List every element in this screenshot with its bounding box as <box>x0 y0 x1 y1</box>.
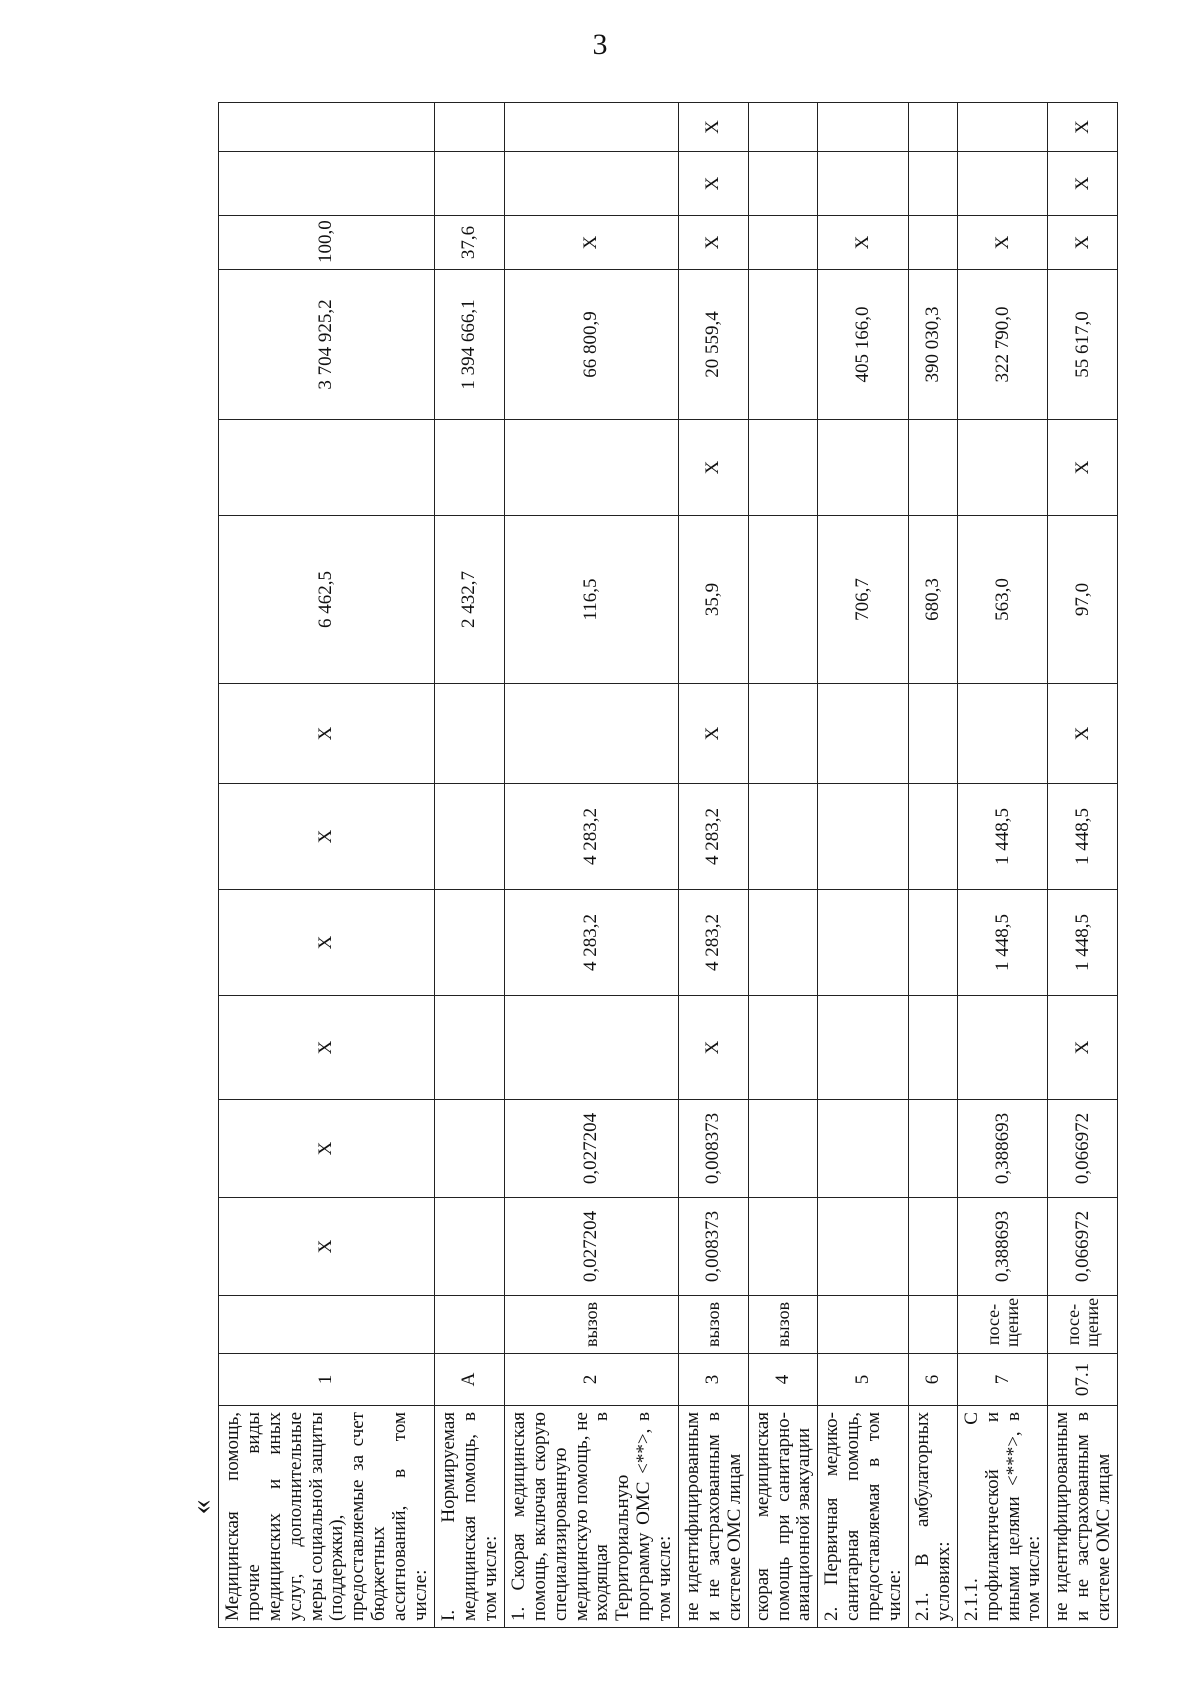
table-row <box>908 103 957 1628</box>
cell <box>504 103 678 152</box>
cell <box>504 420 678 516</box>
cell <box>748 684 818 784</box>
cell <box>818 420 909 516</box>
cell: X <box>219 996 435 1100</box>
cell <box>434 784 504 890</box>
row-name: 2.1. В амбулаторных условиях: <box>908 1406 957 1628</box>
cell: X <box>1048 420 1118 516</box>
cell <box>957 996 1048 1100</box>
row-name: 1. Скорая медицинская помощь, включая скорую специализированную медицинскую помощь, не входящая в Территориальную программу ОМС <**>, в том числе: <box>504 1406 678 1628</box>
cell: X <box>679 684 749 784</box>
page-number: 3 <box>592 28 608 61</box>
cell <box>748 516 818 684</box>
cell <box>908 420 957 516</box>
cell: X <box>219 890 435 996</box>
cell <box>908 216 957 270</box>
cell <box>818 784 909 890</box>
cell: X <box>1048 684 1118 784</box>
cell: 0,388693 <box>957 1198 1048 1296</box>
cell <box>219 152 435 216</box>
cell: 2 432,7 <box>434 516 504 684</box>
cell: X <box>1048 152 1118 216</box>
row-unit <box>908 1296 957 1354</box>
row-unit: посе-щение <box>1048 1296 1118 1354</box>
table-row <box>818 103 909 1628</box>
cell: 1 448,5 <box>957 784 1048 890</box>
cell: X <box>679 420 749 516</box>
cell: 405 166,0 <box>818 270 909 420</box>
cell <box>748 784 818 890</box>
cell <box>748 890 818 996</box>
cell: X <box>1048 996 1118 1100</box>
cell: 0,388693 <box>957 1100 1048 1198</box>
cell: 55 617,0 <box>1048 270 1118 420</box>
cell <box>957 420 1048 516</box>
cell: 322 790,0 <box>957 270 1048 420</box>
cell <box>748 216 818 270</box>
cell: 6 462,5 <box>219 516 435 684</box>
cell: 0,008373 <box>679 1198 749 1296</box>
cell <box>908 890 957 996</box>
cell <box>957 684 1048 784</box>
cell <box>957 152 1048 216</box>
cell: 563,0 <box>957 516 1048 684</box>
cell <box>748 1198 818 1296</box>
cell: 1 448,5 <box>1048 890 1118 996</box>
cell: X <box>679 152 749 216</box>
row-name: Медицинская помощь, прочие виды медицинских и иных услуг, дополнительные меры социальной защиты (поддержки), предоставляемые за счет бюджетных ассигнований, в том числе: <box>219 1406 435 1628</box>
funding-table <box>218 102 1118 1628</box>
row-unit: вызов <box>748 1296 818 1354</box>
cell <box>434 684 504 784</box>
cell <box>434 152 504 216</box>
row-unit: вызов <box>504 1296 678 1354</box>
cell: 37,6 <box>434 216 504 270</box>
cell <box>504 996 678 1100</box>
row-code: 07.1 <box>1048 1354 1118 1406</box>
cell <box>818 103 909 152</box>
cell: X <box>219 1100 435 1198</box>
cell: X <box>679 996 749 1100</box>
cell <box>748 996 818 1100</box>
cell: 100,0 <box>219 216 435 270</box>
row-unit: посе-щение <box>957 1296 1048 1354</box>
cell: X <box>818 216 909 270</box>
row-code: 5 <box>818 1354 909 1406</box>
cell: 116,5 <box>504 516 678 684</box>
cell <box>818 890 909 996</box>
cell <box>434 103 504 152</box>
row-name: 2. Первичная медико-санитарная помощь, предоставляемая в том числе: <box>818 1406 909 1628</box>
cell: 1 448,5 <box>957 890 1048 996</box>
cell <box>748 270 818 420</box>
row-unit: вызов <box>679 1296 749 1354</box>
cell: 0,066972 <box>1048 1198 1118 1296</box>
cell <box>434 1100 504 1198</box>
cell <box>908 684 957 784</box>
cell: 0,066972 <box>1048 1100 1118 1198</box>
cell <box>434 996 504 1100</box>
cell: X <box>1048 103 1118 152</box>
cell: X <box>679 216 749 270</box>
table-row <box>504 103 678 1628</box>
cell: X <box>219 684 435 784</box>
cell <box>908 103 957 152</box>
cell <box>908 996 957 1100</box>
cell <box>818 1198 909 1296</box>
cell: X <box>219 1198 435 1296</box>
cell <box>908 784 957 890</box>
table-row <box>748 103 818 1628</box>
cell <box>957 103 1048 152</box>
cell <box>748 103 818 152</box>
row-code: 1 <box>219 1354 435 1406</box>
table-body <box>219 103 1118 1628</box>
cell <box>434 1198 504 1296</box>
row-name: 2.1.1. С профилактической и иными целями <***>, в том числе: <box>957 1406 1048 1628</box>
cell <box>818 684 909 784</box>
cell: 20 559,4 <box>679 270 749 420</box>
row-name: не идентифицированным и не застрахованным в системе ОМС лицам <box>1048 1406 1118 1628</box>
cell: 3 704 925,2 <box>219 270 435 420</box>
cell: X <box>219 784 435 890</box>
cell: X <box>1048 216 1118 270</box>
cell <box>818 1100 909 1198</box>
cell: 0,027204 <box>504 1100 678 1198</box>
row-code: 3 <box>679 1354 749 1406</box>
cell: 97,0 <box>1048 516 1118 684</box>
row-code: 7 <box>957 1354 1048 1406</box>
cell: 0,008373 <box>679 1100 749 1198</box>
row-code: 4 <box>748 1354 818 1406</box>
row-name: I. Нормируемая медицинская помощь, в том числе: <box>434 1406 504 1628</box>
opening-quote-mark: « <box>184 1499 218 1515</box>
cell: 1 448,5 <box>1048 784 1118 890</box>
cell: 66 800,9 <box>504 270 678 420</box>
cell <box>219 103 435 152</box>
cell: X <box>504 216 678 270</box>
cell: 1 394 666,1 <box>434 270 504 420</box>
cell <box>219 420 435 516</box>
table-row <box>957 103 1048 1628</box>
cell: 4 283,2 <box>679 890 749 996</box>
cell <box>434 890 504 996</box>
row-name: не идентифицированным и не застрахованным в системе ОМС лицам <box>679 1406 749 1628</box>
cell <box>748 1100 818 1198</box>
row-name: скорая медицинская помощь при санитарно-авиационной эвакуации <box>748 1406 818 1628</box>
row-unit <box>818 1296 909 1354</box>
cell: X <box>957 216 1048 270</box>
cell <box>504 684 678 784</box>
table-row <box>1048 103 1118 1628</box>
rotated-table-container <box>218 103 1115 1628</box>
cell <box>434 420 504 516</box>
cell <box>908 1100 957 1198</box>
cell <box>818 996 909 1100</box>
cell: 4 283,2 <box>679 784 749 890</box>
cell: 706,7 <box>818 516 909 684</box>
cell <box>748 152 818 216</box>
table-row <box>219 103 435 1628</box>
cell: 4 283,2 <box>504 784 678 890</box>
table-row <box>679 103 749 1628</box>
cell: X <box>679 103 749 152</box>
cell: 390 030,3 <box>908 270 957 420</box>
row-unit <box>219 1296 435 1354</box>
cell <box>908 1198 957 1296</box>
row-code: А <box>434 1354 504 1406</box>
row-unit <box>434 1296 504 1354</box>
cell <box>748 420 818 516</box>
cell: 35,9 <box>679 516 749 684</box>
cell: 0,027204 <box>504 1198 678 1296</box>
cell <box>504 152 678 216</box>
cell: 4 283,2 <box>504 890 678 996</box>
row-code: 6 <box>908 1354 957 1406</box>
row-code: 2 <box>504 1354 678 1406</box>
cell: 680,3 <box>908 516 957 684</box>
cell <box>818 152 909 216</box>
cell <box>908 152 957 216</box>
table-row <box>434 103 504 1628</box>
